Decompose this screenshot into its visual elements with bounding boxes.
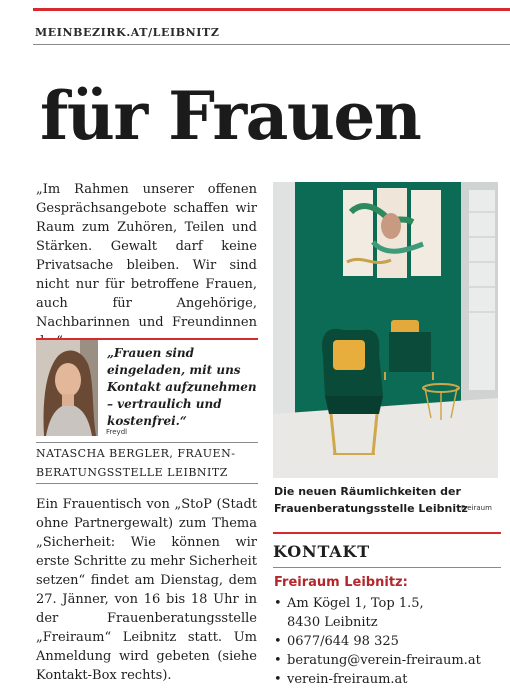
portrait-image: [36, 340, 98, 436]
publication-label: MEINBEZIRK.AT/LEIBNITZ: [35, 26, 220, 39]
quote-author-line1: NATASCHA BERGLER, FRAUEN-: [36, 447, 236, 460]
pull-quote: „Frauen sind eingeladen, mit uns Kontakt aufzunehmen – vertraulich und kostenfrei.“: [107, 346, 257, 428]
kontakt-address-line1: • Am Kögel 1, Top 1.5,: [274, 594, 481, 613]
photo-caption: Die neuen Räumlichkeiten der Frauenberatungsstelle Leibnitz: [274, 485, 468, 515]
headline: für Frauen: [40, 77, 421, 155]
kontakt-top-rule: [273, 532, 501, 534]
kontakt-address-line2: 8430 Leibnitz: [287, 615, 378, 630]
portrait-photo: [36, 340, 98, 436]
quote-author-divider: [36, 442, 258, 443]
kontakt-title-divider: [273, 567, 501, 568]
quote-author-line2: BERATUNGSSTELLE LEIBNITZ: [36, 466, 228, 479]
kontakt-title: KONTAKT: [273, 542, 370, 561]
header-divider: [33, 44, 510, 45]
kontakt-organisation: Freiraum Leibnitz:: [274, 575, 408, 590]
photo-credit: Freiraum: [461, 504, 492, 512]
quote-box-bottom-rule: [36, 483, 258, 484]
kontakt-phone[interactable]: • 0677/644 98 325: [274, 632, 481, 651]
intro-paragraph: „Im Rahmen unserer offenen Gesprächsangebote schaffen wir Raum zum Zuhören, Teilen und Stärken. Gewalt darf keine Privatsache bleiben. Wir sind nicht nur für betroffene Frauen, auch für Angehörige, Nachbarinnen und Freundinnen: [36, 182, 257, 330]
event-paragraph: Ein Frauentisch von „StoP (Stadt ohne Partnergewalt) zum Thema „Sicherheit: Wie können wir erste Schritte zu mehr Sicherheit setzen“ findet am Dienstag, dem 27. Jänner, von 16 bis 18 Uhr in der Frauenberatungsstelle „Freiraum“ Leibnitz statt. Um Anmeldung wird gebeten (siehe Kontakt-Box rechts).: [36, 497, 257, 683]
quote-author: [36, 444, 261, 482]
top-rule: [33, 8, 510, 11]
office-photo: [273, 182, 498, 478]
kontakt-website-link[interactable]: • verein-freiraum.at: [274, 670, 481, 689]
kontakt-email-link[interactable]: • beratung@verein-freiraum.at: [274, 651, 481, 670]
portrait-credit: Freydl: [106, 428, 128, 436]
office-image: [273, 182, 498, 478]
kontakt-list: [274, 594, 481, 689]
